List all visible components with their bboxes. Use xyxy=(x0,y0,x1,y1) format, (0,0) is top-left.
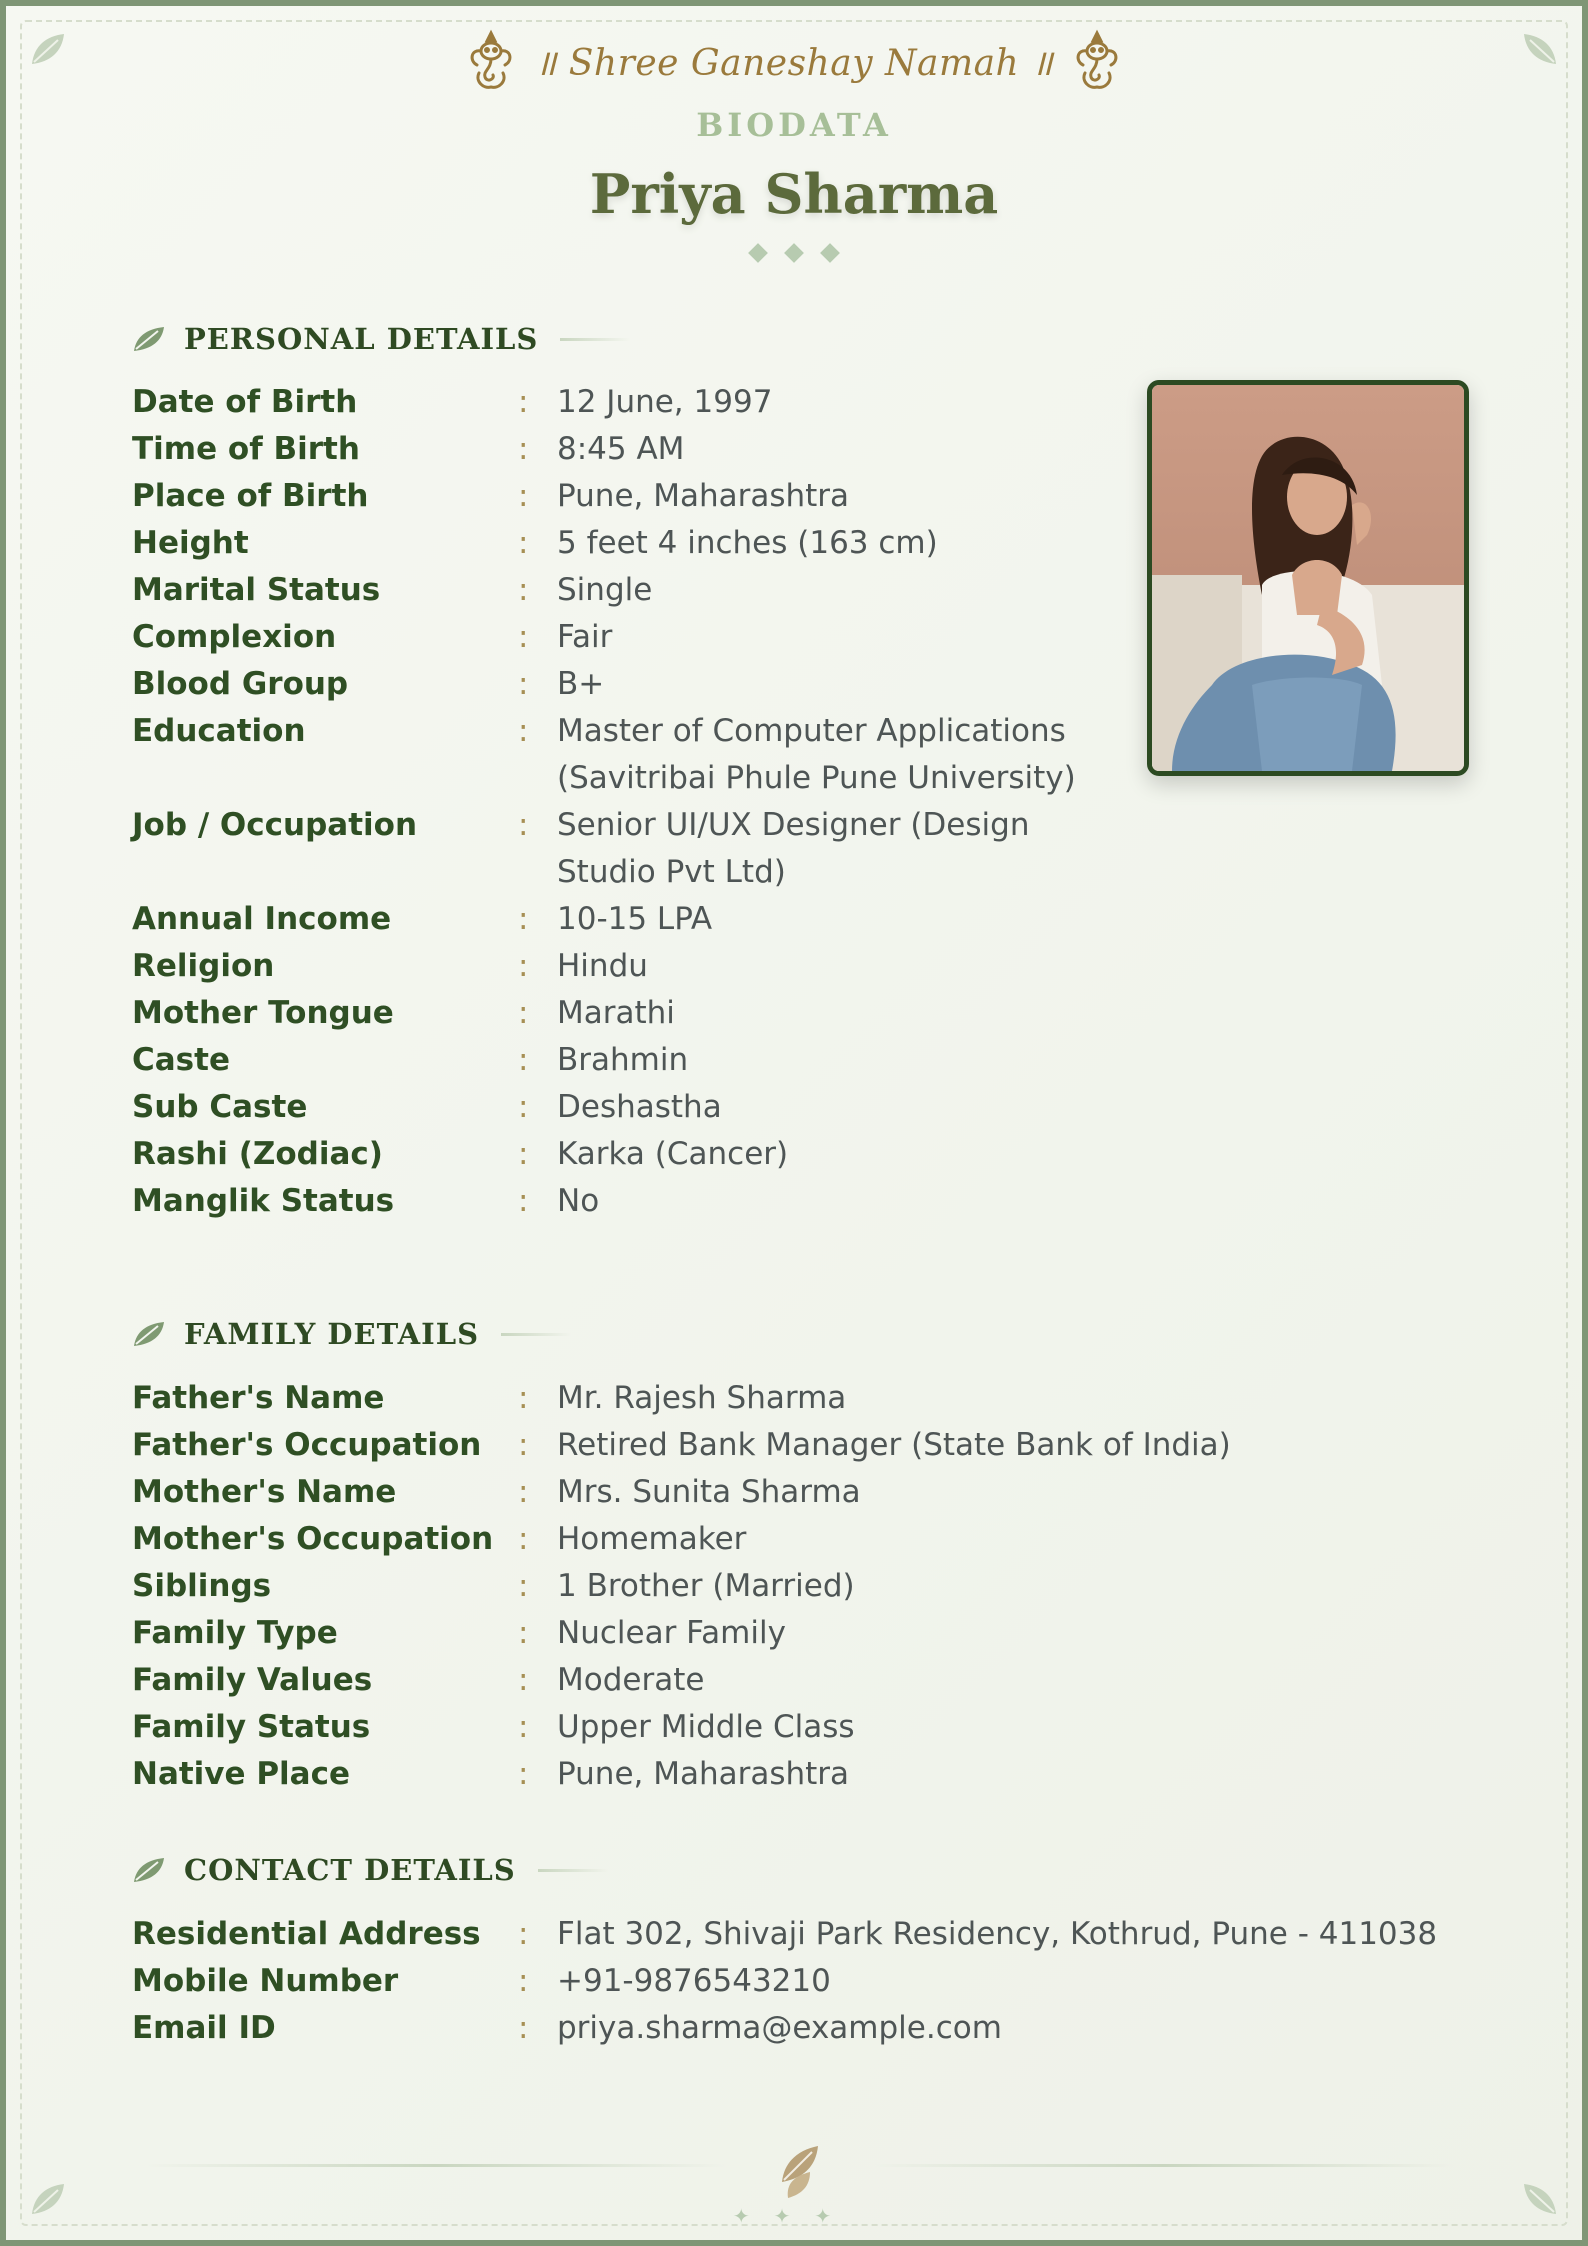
field-separator: : xyxy=(518,1662,529,1698)
ganesh-icon xyxy=(1069,29,1125,93)
header-diamond-ornament xyxy=(6,246,1582,260)
ganesh-icon xyxy=(463,29,519,93)
footer-rule-right xyxy=(874,2164,1454,2167)
field-label: Mother's Occupation xyxy=(132,1521,494,1557)
diamond-ornament xyxy=(784,243,804,263)
leaf-icon xyxy=(132,1856,166,1884)
field-value: 10-15 LPA xyxy=(557,901,713,937)
field-label: Mother Tongue xyxy=(132,995,394,1031)
section-rule xyxy=(538,1869,608,1872)
detail-row xyxy=(132,1657,1231,1704)
field-value: Marathi xyxy=(557,995,675,1031)
document-type-heading: BIODATA xyxy=(696,106,892,144)
field-separator: : xyxy=(518,384,529,420)
profile-photo xyxy=(1147,380,1469,776)
field-separator: : xyxy=(518,572,529,608)
section-heading-family xyxy=(132,1317,571,1351)
footer-rule-left xyxy=(146,2164,726,2167)
field-value: Deshastha xyxy=(557,1089,722,1125)
field-separator: : xyxy=(518,2010,529,2046)
field-value: Retired Bank Manager (State Bank of India) xyxy=(557,1427,1231,1463)
field-separator: : xyxy=(518,995,529,1031)
field-value-line: Senior UI/UX Designer (Design xyxy=(557,807,1030,843)
field-separator: : xyxy=(518,666,529,702)
detail-row xyxy=(132,1563,1231,1610)
field-value: 8:45 AM xyxy=(557,431,685,467)
field-value: B+ xyxy=(557,666,605,702)
field-separator: : xyxy=(518,619,529,655)
diamond-ornament xyxy=(820,243,840,263)
field-separator: : xyxy=(518,1521,529,1557)
field-separator: : xyxy=(518,525,529,561)
field-label: Native Place xyxy=(132,1756,350,1792)
detail-row xyxy=(132,661,1076,708)
field-label: Residential Address xyxy=(132,1916,481,1952)
field-label: Complexion xyxy=(132,619,337,655)
field-value: Hindu xyxy=(557,948,648,984)
footer-star-ornament: ✦✦✦ xyxy=(732,2204,856,2228)
field-separator: : xyxy=(518,948,529,984)
field-value: Upper Middle Class xyxy=(557,1709,855,1745)
detail-row xyxy=(132,1037,1076,1084)
field-label: Family Status xyxy=(132,1709,371,1745)
field-value: Mr. Rajesh Sharma xyxy=(557,1380,847,1416)
field-label: Time of Birth xyxy=(132,431,360,467)
detail-row xyxy=(132,379,1076,426)
detail-row xyxy=(132,1469,1231,1516)
detail-row xyxy=(132,1958,1437,2005)
field-label: Father's Occupation xyxy=(132,1427,482,1463)
field-value: Flat 302, Shivaji Park Residency, Kothrud, Pune - 411038 xyxy=(557,1916,1438,1952)
field-label: Family Type xyxy=(132,1615,338,1651)
field-separator: : xyxy=(518,713,529,749)
field-separator: : xyxy=(518,1916,529,1952)
field-separator: : xyxy=(518,1615,529,1651)
field-value: Homemaker xyxy=(557,1521,747,1557)
detail-row xyxy=(132,614,1076,661)
detail-row xyxy=(132,473,1076,520)
detail-row xyxy=(132,1375,1231,1422)
field-value xyxy=(557,708,1076,802)
section-heading-contact xyxy=(132,1853,608,1887)
field-separator: : xyxy=(518,1963,529,1999)
field-label: Place of Birth xyxy=(132,478,369,514)
field-separator: : xyxy=(518,1568,529,1604)
field-value: +91-9876543210 xyxy=(557,1963,831,1999)
leaf-icon xyxy=(132,1320,166,1348)
biodata-header xyxy=(6,26,1582,260)
field-value: Karka (Cancer) xyxy=(557,1136,789,1172)
field-separator: : xyxy=(518,1709,529,1745)
field-value: Single xyxy=(557,572,653,608)
detail-row xyxy=(132,2005,1437,2052)
field-label: Manglik Status xyxy=(132,1183,395,1219)
field-separator: : xyxy=(518,1042,529,1078)
field-separator: : xyxy=(518,1427,529,1463)
field-separator: : xyxy=(518,1089,529,1125)
detail-row xyxy=(132,896,1076,943)
field-separator: : xyxy=(518,1183,529,1219)
detail-row xyxy=(132,1911,1437,1958)
detail-row xyxy=(132,1516,1231,1563)
field-label: Blood Group xyxy=(132,666,349,702)
field-label: Email ID xyxy=(132,2010,276,2046)
field-label: Height xyxy=(132,525,249,561)
detail-row xyxy=(132,1131,1076,1178)
family-details-list xyxy=(132,1375,1231,1798)
field-separator: : xyxy=(518,901,529,937)
field-label: Mother's Name xyxy=(132,1474,397,1510)
detail-row xyxy=(132,1610,1231,1657)
field-value: Moderate xyxy=(557,1662,705,1698)
field-label: Education xyxy=(132,713,306,749)
field-value: Pune, Maharashtra xyxy=(557,478,850,514)
field-label: Sub Caste xyxy=(132,1089,308,1125)
field-value: 5 feet 4 inches (163 cm) xyxy=(557,525,938,561)
field-label: Annual Income xyxy=(132,901,392,937)
field-separator: : xyxy=(518,431,529,467)
field-value xyxy=(557,802,1029,896)
field-value: No xyxy=(557,1183,600,1219)
field-value: Brahmin xyxy=(557,1042,689,1078)
field-label: Date of Birth xyxy=(132,384,358,420)
field-label: Caste xyxy=(132,1042,230,1078)
field-value: Mrs. Sunita Sharma xyxy=(557,1474,861,1510)
field-value-line: Studio Pvt Ltd) xyxy=(557,854,786,890)
detail-row xyxy=(132,802,1076,896)
field-label: Siblings xyxy=(132,1568,272,1604)
field-separator: : xyxy=(518,807,529,843)
portrait-image xyxy=(1152,385,1464,771)
field-label: Religion xyxy=(132,948,275,984)
detail-row xyxy=(132,426,1076,473)
leaf-icon xyxy=(772,2142,828,2202)
section-title: PERSONAL DETAILS xyxy=(184,322,539,356)
detail-row xyxy=(132,1751,1231,1798)
field-value: Nuclear Family xyxy=(557,1615,786,1651)
field-separator: : xyxy=(518,1136,529,1172)
detail-row xyxy=(132,943,1076,990)
mantra-text: ॥ Shree Ganeshay Namah ॥ xyxy=(534,42,1054,84)
detail-row xyxy=(132,520,1076,567)
detail-row xyxy=(132,1084,1076,1131)
contact-details-list xyxy=(132,1911,1437,2052)
field-label: Father's Name xyxy=(132,1380,385,1416)
field-value: priya.sharma@example.com xyxy=(557,2010,1002,2046)
field-value-line: Master of Computer Applications xyxy=(557,713,1066,749)
field-value: 12 June, 1997 xyxy=(557,384,773,420)
field-value: 1 Brother (Married) xyxy=(557,1568,855,1604)
detail-row xyxy=(132,708,1076,802)
section-heading-personal xyxy=(132,322,630,356)
diamond-ornament xyxy=(748,243,768,263)
field-label: Rashi (Zodiac) xyxy=(132,1136,383,1172)
section-rule xyxy=(560,338,630,341)
field-separator: : xyxy=(518,1474,529,1510)
field-value: Fair xyxy=(557,619,613,655)
field-label: Job / Occupation xyxy=(132,807,418,843)
detail-row xyxy=(132,990,1076,1037)
field-separator: : xyxy=(518,478,529,514)
field-separator: : xyxy=(518,1756,529,1792)
field-value: Pune, Maharashtra xyxy=(557,1756,850,1792)
detail-row xyxy=(132,567,1076,614)
field-value-line: (Savitribai Phule Pune University) xyxy=(557,760,1076,796)
section-rule xyxy=(501,1333,571,1336)
field-label: Marital Status xyxy=(132,572,381,608)
candidate-name: Priya Sharma xyxy=(589,162,999,226)
field-separator: : xyxy=(518,1380,529,1416)
leaf-icon xyxy=(132,325,166,353)
field-label: Mobile Number xyxy=(132,1963,399,1999)
personal-details-list xyxy=(132,379,1076,1225)
detail-row xyxy=(132,1422,1231,1469)
detail-row xyxy=(132,1178,1076,1225)
section-title: FAMILY DETAILS xyxy=(184,1317,480,1351)
detail-row xyxy=(132,1704,1231,1751)
mantra-row xyxy=(6,26,1582,96)
section-title: CONTACT DETAILS xyxy=(184,1853,516,1887)
field-label: Family Values xyxy=(132,1662,373,1698)
